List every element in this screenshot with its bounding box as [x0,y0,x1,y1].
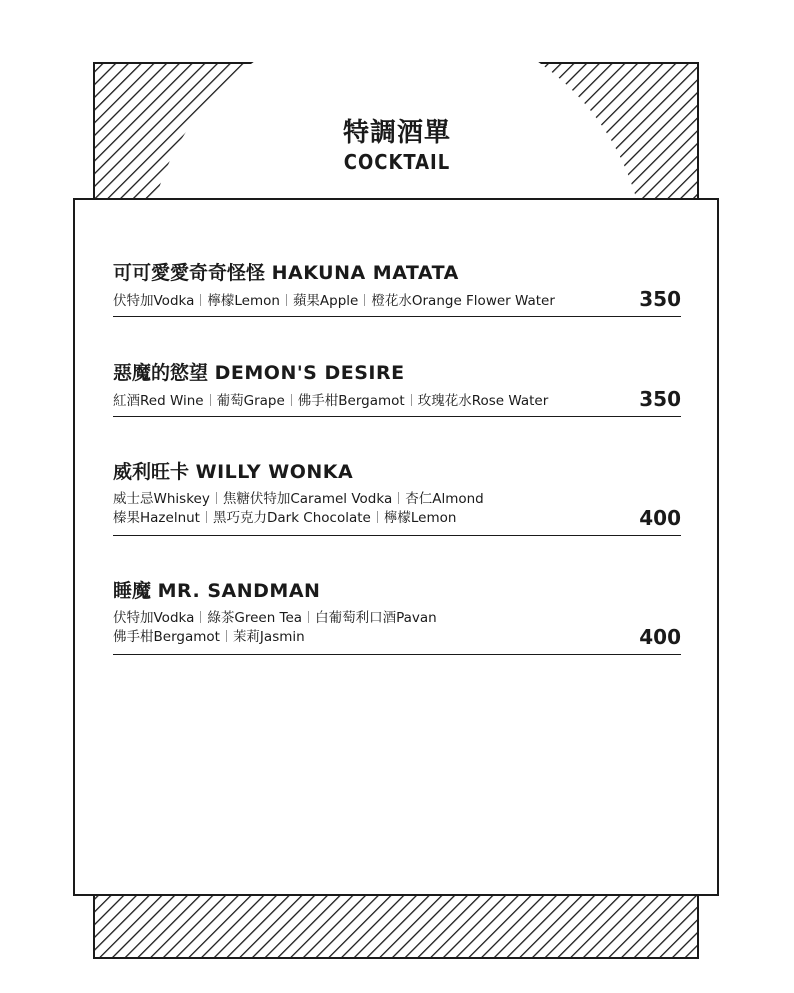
item-name-en: DEMON'S DESIRE [214,362,405,384]
item-name-zh: 可可愛愛奇奇怪怪 [113,262,266,284]
ingredients-line [113,609,681,628]
ingredients-line [113,392,681,411]
ingredient: 威士忌Whiskey [113,491,210,507]
ingredient: 白葡萄利口酒Pavan [315,610,437,626]
menu-item-willy-wonka [113,460,681,537]
price: 350 [639,387,681,411]
ingredient: 檸檬Lemon [207,293,280,309]
ingredient: 佛手柑Bergamot [297,393,405,409]
ingredient: 橙花水Orange Flower Water [371,293,555,309]
item-divider [113,316,681,317]
menu-title-english: COCKTAIL [343,150,451,174]
ingredient: 綠茶Green Tea [207,610,303,626]
item-name-en: MR. SANDMAN [157,580,321,602]
menu-item-mr-sandman [113,579,681,656]
ingredient: 茉莉Jasmin [232,629,305,645]
menu-item-hakuna-matata [113,261,681,318]
item-name-en: HAKUNA MATATA [271,262,459,284]
ingredient: 紅酒Red Wine [113,393,204,409]
ingredient: 檸檬Lemon [383,510,457,526]
ingredient: 蘋果Apple [292,293,359,309]
ingredient: 佛手柑Bergamot [113,629,220,645]
menu-title-chinese: 特調酒單 [342,118,451,148]
ingredient: 伏特加Vodka [113,293,195,309]
price: 350 [639,287,681,311]
ingredient: 榛果Hazelnut [113,510,200,526]
ingredients-line [113,490,681,509]
ingredients-line [113,506,681,530]
price: 400 [639,506,681,530]
ingredient: 伏特加Vodka [113,610,195,626]
ingredient: 玫瑰花水Rose Water [417,393,549,409]
item-name-zh: 惡魔的慾望 [113,362,209,384]
item-name-zh: 威利旺卡 [113,461,190,483]
item-divider [113,535,681,536]
item-name-zh: 睡魔 [113,580,152,602]
ingredient: 葡萄Grape [216,393,285,409]
price: 400 [639,625,681,649]
ingredient: 杏仁Almond [405,491,484,507]
ingredient: 焦糖伏特加Caramel Vodka [222,491,393,507]
item-name-en: WILLY WONKA [195,461,354,483]
item-divider [113,416,681,417]
ingredient: 黑巧克力Dark Chocolate [212,510,371,526]
ingredients-line [113,292,681,311]
item-divider [113,654,681,655]
ingredients-line [113,625,681,649]
menu-item-demons-desire [113,361,681,418]
